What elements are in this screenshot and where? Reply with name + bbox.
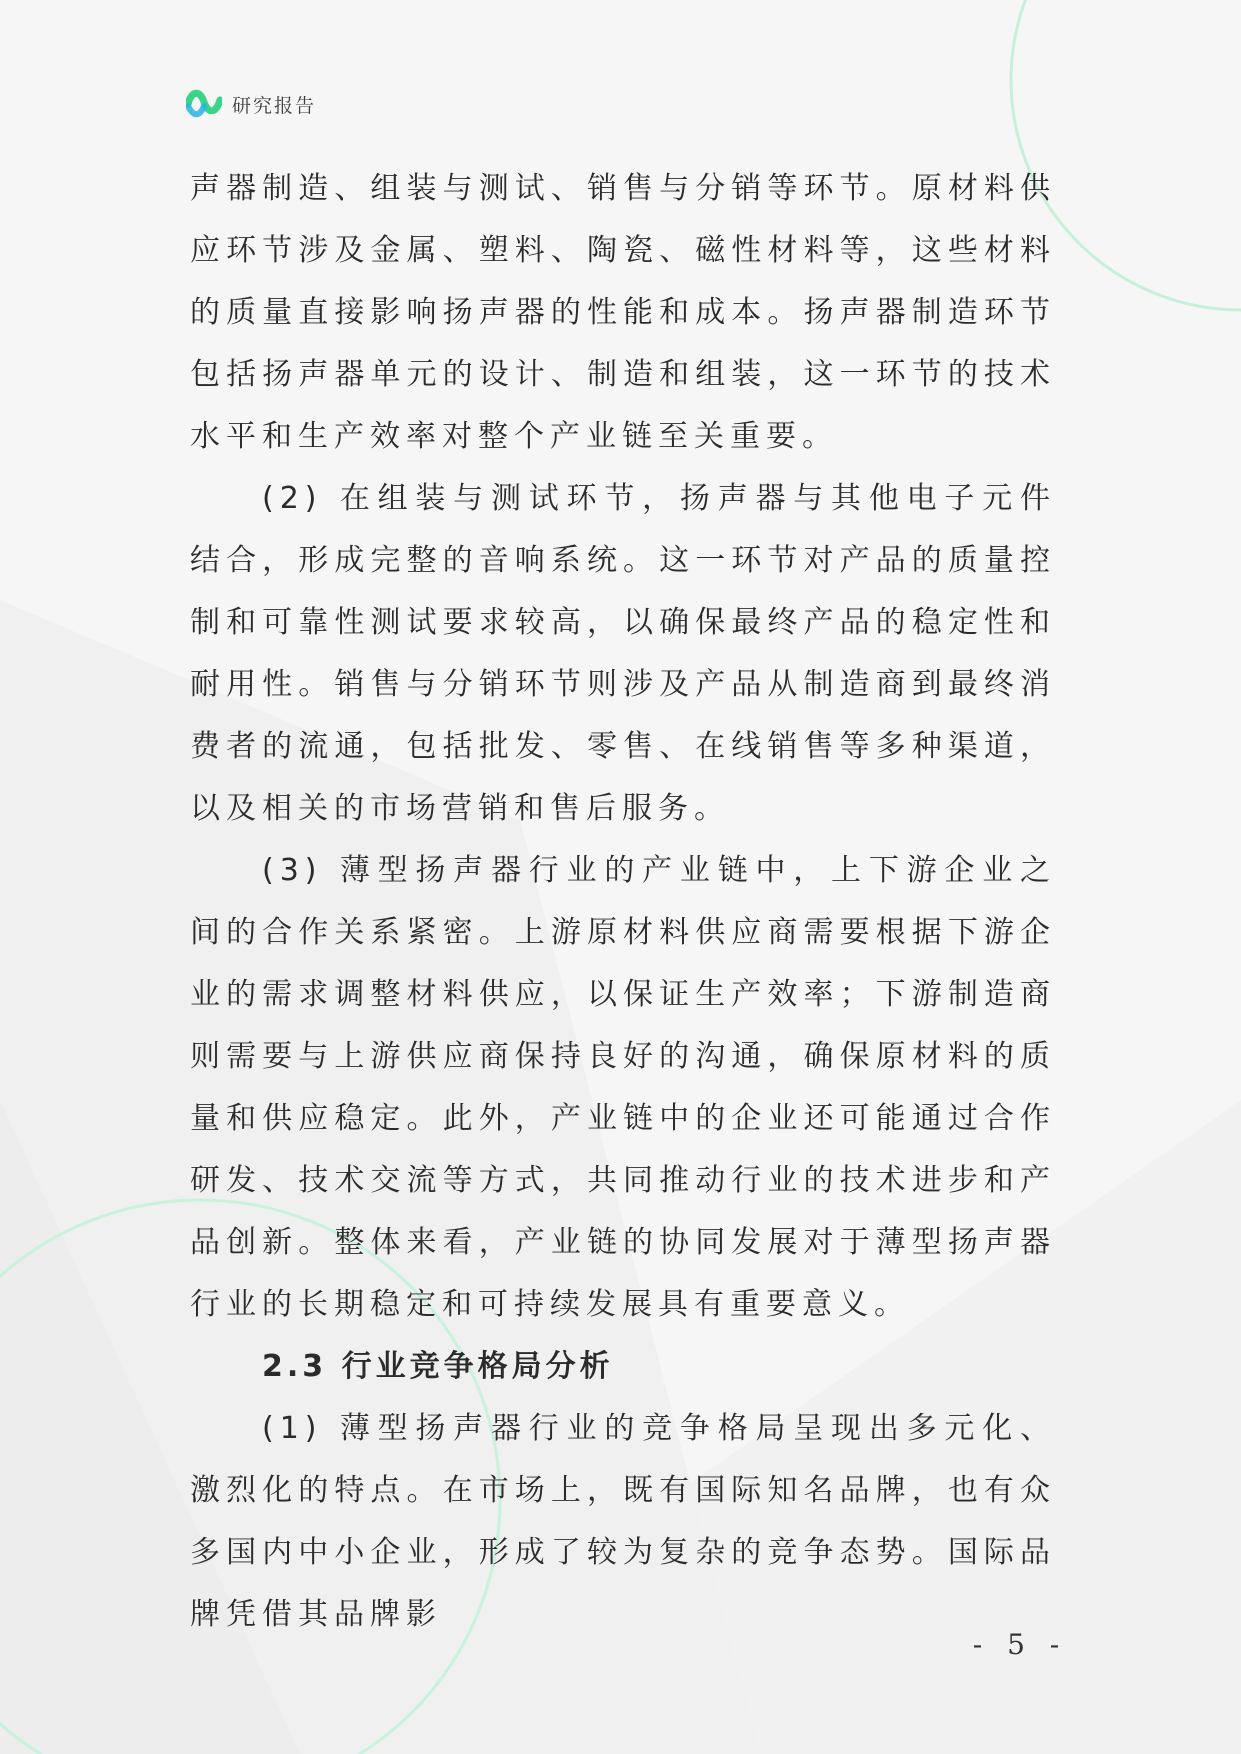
document-body	[190, 158, 1056, 1646]
body-paragraph: (2) 在组装与测试环节，扬声器与其他电子元件结合，形成完整的音响系统。这一环节对产品的质量控制和可靠性测试要求较高，以确保最终产品的稳定性和耐用性。销售与分销环节则涉及产品从制造商到最终消费者的流通，包括批发、零售、在线销售等多种渠道，以及相关的市场营销和售后服务。	[190, 481, 1056, 826]
body-paragraph: (1) 薄型扬声器行业的竞争格局呈现出多元化、激烈化的特点。在市场上，既有国际知名品牌，也有众多国内中小企业，形成了较为复杂的竞争态势。国际品牌凭借其品牌影	[190, 1411, 1056, 1632]
page-number: - 5 -	[972, 1628, 1068, 1661]
header-title: 研究报告	[232, 94, 317, 117]
body-paragraph: 声器制造、组装与测试、销售与分销等环节。原材料供应环节涉及金属、塑料、陶瓷、磁性材料等，这些材料的质量直接影响扬声器的性能和成本。扬声器制造环节包括扬声器单元的设计、制造和组装，这一环节的技术水平和生产效率对整个产业链至关重要。	[190, 171, 1056, 454]
section-heading: 2.3 行业竞争格局分析	[262, 1349, 614, 1384]
logo-icon	[186, 88, 222, 120]
body-paragraph: (3) 薄型扬声器行业的产业链中，上下游企业之间的合作关系紧密。上游原材料供应商需要根据下游企业的需求调整材料供应，以保证生产效率；下游制造商则需要与上游供应商保持良好的沟通，确保原材料的质量和供应稳定。此外，产业链中的企业还可能通过合作研发、技术交流等方式，共同推动行业的技术进步和产品创新。整体来看，产业链的协同发展对于薄型扬声器行业的长期稳定和可持续发展具有重要意义。	[190, 853, 1056, 1322]
report-header	[186, 88, 316, 120]
